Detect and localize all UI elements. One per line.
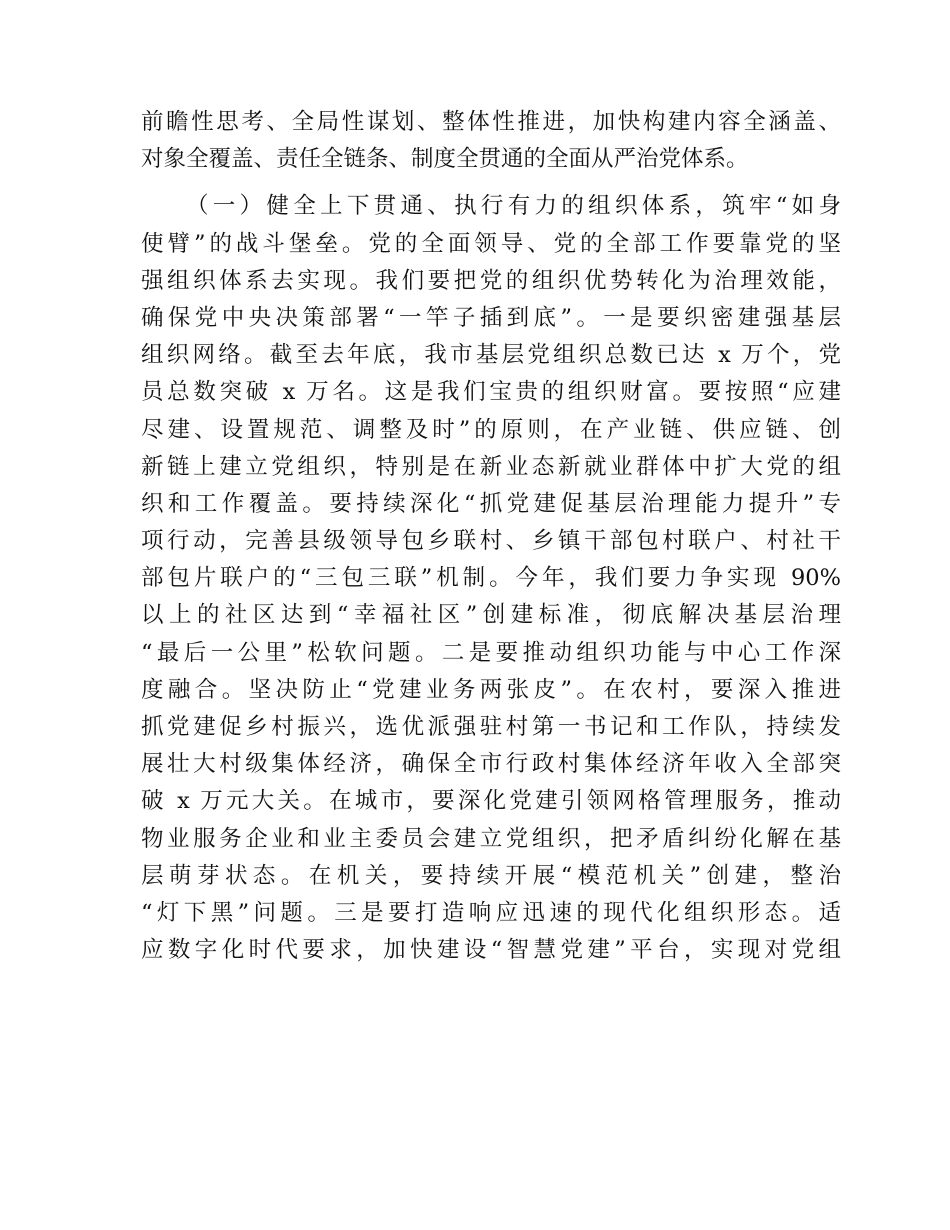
text-line: 抓党建促乡村振兴，选优派强驻村第一书记和工作队，持续发 [141, 714, 841, 740]
text-line: 强组织体系去实现。我们要把党的组织优势转化为治理效能， [141, 267, 841, 294]
text-line: （一）健全上下贯通、执行有力的组织体系，筑牢“如身 [186, 193, 841, 220]
text-line: 确保党中央决策部署“一竿子插到底”。一是要织密建强基层 [141, 304, 841, 331]
text-line: “最后一公里”松软问题。二是要推动组织功能与中心工作深 [141, 639, 841, 666]
text-line: 对象全覆盖、责任全链条、制度全贯通的全面从严治党体系。 [141, 146, 749, 173]
text-line: 员总数突破 x 万名。这是我们宝贵的组织财富。要按照“应建 [141, 379, 841, 406]
text-line: 应数字化时代要求，加快建设“智慧党建”平台，实现对党组 [141, 937, 841, 964]
paragraph-organization-system [141, 188, 841, 969]
text-line: 使臂”的战斗堡垒。党的全面领导、党的全部工作要靠党的坚 [141, 230, 841, 257]
paragraph-gap [141, 178, 841, 188]
text-line: “灯下黑”问题。三是要打造响应迅速的现代化组织形态。适 [141, 899, 841, 926]
text-line: 部包片联户的“三包三联”机制。今年，我们要力争实现 90% [141, 565, 841, 592]
text-line: 织和工作覆盖。要持续深化“抓党建促基层治理能力提升”专 [141, 490, 841, 517]
document-body [141, 104, 841, 969]
text-line: 度融合。坚决防止“党建业务两张皮”。在农村，要深入推进 [141, 676, 841, 703]
text-line: 组织网络。截至去年底，我市基层党组织总数已达 x 万个，党 [141, 342, 841, 369]
text-line: 新链上建立党组织，特别是在新业态新就业群体中扩大党的组 [141, 453, 841, 480]
text-line: 展壮大村级集体经济，确保全市行政村集体经济年收入全部突 [141, 751, 841, 778]
text-line: 物业服务企业和业主委员会建立党组织，把矛盾纠纷化解在基 [141, 825, 841, 852]
text-line: 以上的社区达到“幸福社区”创建标准，彻底解决基层治理 [141, 602, 841, 629]
text-line: 尽建、设置规范、调整及时”的原则，在产业链、供应链、创 [141, 416, 841, 443]
text-line: 项行动，完善县级领导包乡联村、乡镇干部包村联户、村社干 [141, 528, 841, 555]
paragraph-intro [141, 104, 841, 178]
text-line: 层萌芽状态。在机关，要持续开展“模范机关”创建，整治 [141, 862, 841, 889]
text-line: 破 x 万元大关。在城市，要深化党建引领网格管理服务，推动 [141, 788, 841, 815]
text-line: 前瞻性思考、全局性谋划、整体性推进，加快构建内容全涵盖、 [141, 109, 841, 135]
